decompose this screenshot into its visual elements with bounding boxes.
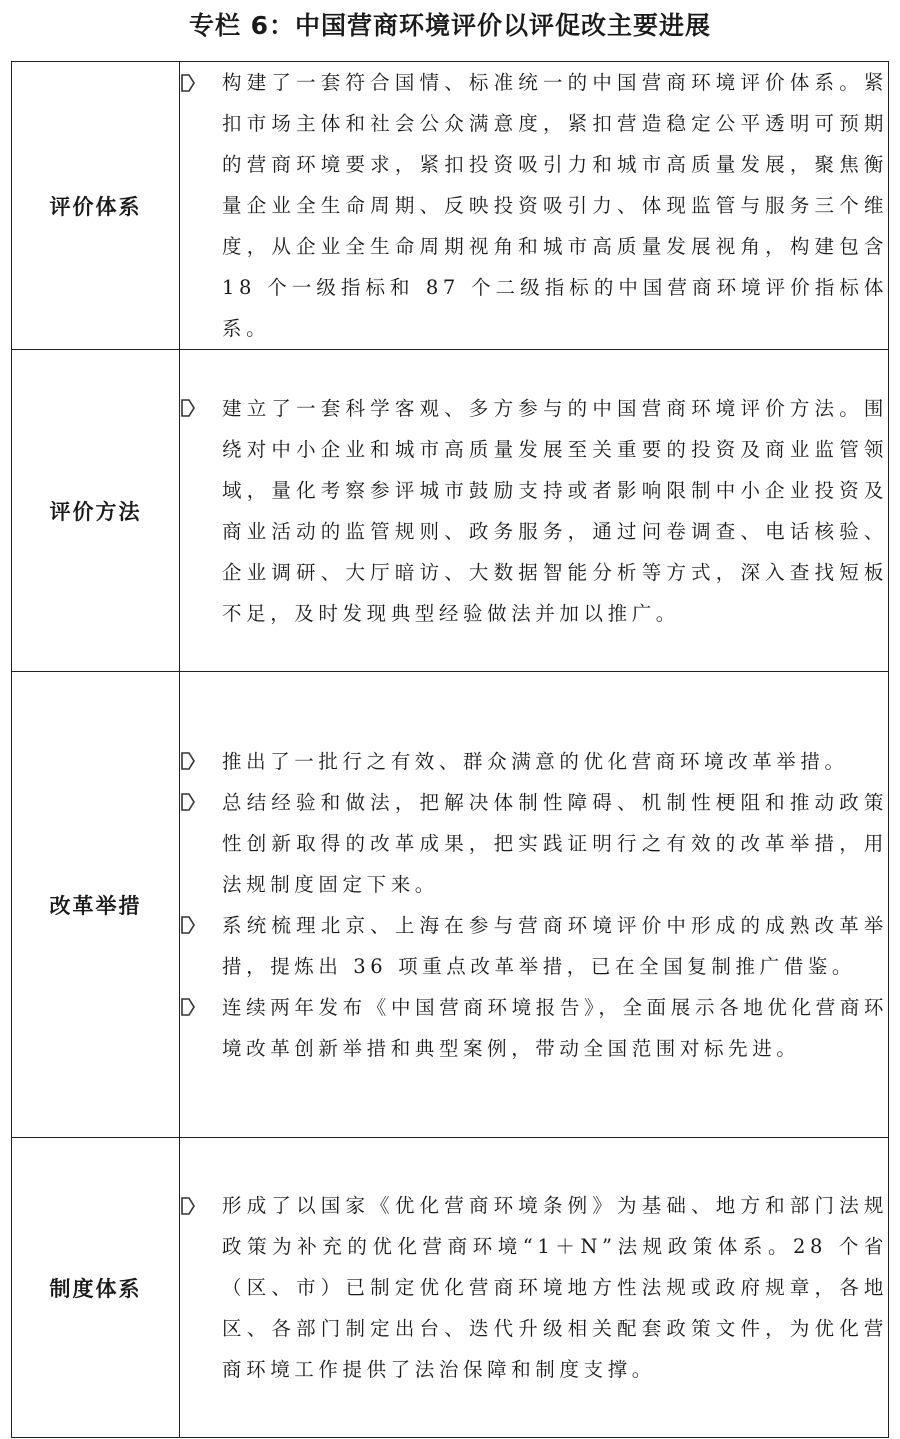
page-title: 专栏 6：中国营商环境评价以评促改主要进展 xyxy=(188,11,712,40)
row-content xyxy=(180,1138,889,1438)
list-item xyxy=(180,388,888,634)
hollow-arrow-icon xyxy=(180,1185,222,1226)
hollow-arrow-icon xyxy=(180,62,222,103)
row-content xyxy=(180,62,889,350)
hollow-arrow-icon xyxy=(180,388,222,429)
item-text: 构建了一套符合国情、标准统一的中国营商环境评价体系。紧扣市场主体和社会公众满意度，紧扣营造稳定公平透明可预期的营商环境要求，紧扣投资吸引力和城市高质量发展，聚焦衡量企业全生命周期、反映投资吸引力、体现监管与服务三个维度，从企业全生命周期视角和城市高质量发展视角，构建包含 18 个一级指标和 87 个二级指标的中国营商环境评价指标体系。 xyxy=(222,71,888,340)
list-item xyxy=(180,987,888,1069)
item-text: 总结经验和做法，把解决体制性障碍、机制性梗阻和推动政策性创新取得的改革成果，把实践证明行之有效的改革举措，用法规制度固定下来。 xyxy=(222,790,888,896)
table-row xyxy=(12,350,889,672)
list-item xyxy=(180,741,888,782)
hollow-arrow-icon xyxy=(180,987,222,1028)
row-content xyxy=(180,672,889,1138)
item-text: 系统梳理北京、上海在参与营商环境评价中形成的成熟改革举措，提炼出 36 项重点改革举措，已在全国复制推广借鉴。 xyxy=(222,913,888,978)
item-text: 连续两年发布《中国营商环境报告》，全面展示各地优化营商环境改革创新举措和典型案例，带动全国范围对标先进。 xyxy=(222,995,888,1060)
hollow-arrow-icon xyxy=(180,741,222,782)
hollow-arrow-icon xyxy=(180,905,222,946)
row-content xyxy=(180,350,889,672)
table-row xyxy=(12,672,889,1138)
list-item xyxy=(180,905,888,987)
table-row xyxy=(12,62,889,350)
item-text: 推出了一批行之有效、群众满意的优化营商环境改革举措。 xyxy=(222,749,849,773)
progress-table xyxy=(11,61,889,1438)
hollow-arrow-icon xyxy=(180,782,222,823)
row-label: 评价体系 xyxy=(12,62,180,350)
table-row xyxy=(12,1138,889,1438)
list-item xyxy=(180,62,888,349)
list-item xyxy=(180,1185,888,1390)
item-text: 形成了以国家《优化营商环境条例》为基础、地方和部门法规政策为补充的优化营商环境“1＋N”法规政策体系。28 个省（区、市）已制定优化营商环境地方性法规或政府规章，各地区、各部门制定出台、迭代升级相关配套政策文件，为优化营商环境工作提供了法治保障和制度支撑。 xyxy=(222,1194,888,1381)
list-item xyxy=(180,782,888,905)
row-label: 制度体系 xyxy=(12,1138,180,1438)
row-label: 改革举措 xyxy=(12,672,180,1138)
item-text: 建立了一套科学客观、多方参与的中国营商环境评价方法。围绕对中小企业和城市高质量发展至关重要的投资及商业监管领域，量化考察参评城市鼓励支持或者影响限制中小企业投资及商业活动的监管规则、政务服务，通过问卷调查、电话核验、企业调研、大厅暗访、大数据智能分析等方式，深入查找短板不足，及时发现典型经验做法并加以推广。 xyxy=(222,396,888,625)
row-label: 评价方法 xyxy=(12,350,180,672)
